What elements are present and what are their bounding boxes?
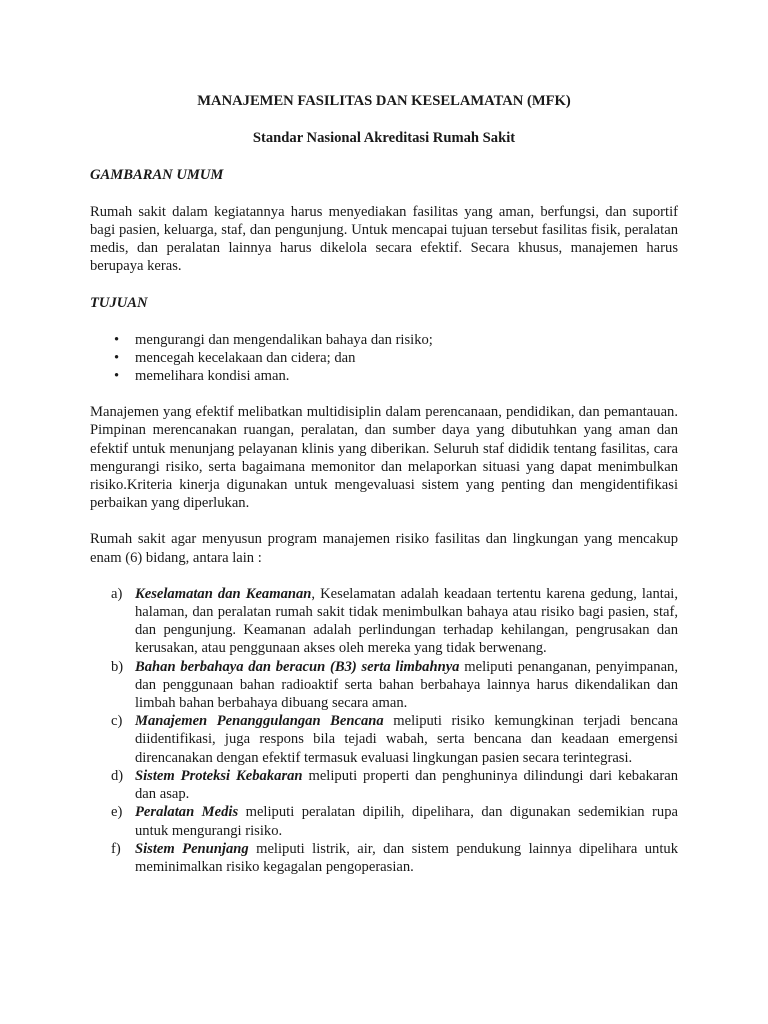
list-marker: c) — [111, 713, 123, 730]
list-item: • memelihara kondisi aman. — [114, 368, 290, 385]
item-term: Sistem Proteksi Kebakaran — [135, 767, 303, 784]
document-subtitle: Standar Nasional Akreditasi Rumah Sakit — [252, 130, 516, 147]
list-item — [90, 712, 678, 767]
bullet-icon: • — [114, 368, 120, 385]
document-title: MANAJEMEN FASILITAS DAN KESELAMATAN (MFK) — [197, 93, 571, 109]
list-marker: a) — [111, 585, 123, 602]
item-term: Peralatan Medis — [135, 804, 239, 821]
item-term: Keselamatan dan Keamanan — [135, 585, 312, 602]
paragraph-gambaran-umum: Rumah sakit dalam kegiatannya harus menyediakan fasilitas yang aman, berfungsi, dan suportif bagi pasien, keluarga, staf, dan pengunjung. Untuk mencapai tujuan tersebut fasilitas fisik, peralatan medis, dan peralatan lainnya harus dikelola secara efektif. Secara khusus, manajemen harus berupaya keras. — [90, 203, 678, 275]
item-text: meliputi properti dan penghuninya dilindungi dari kebakaran dan asap. — [135, 767, 678, 803]
bullet-icon: • — [114, 349, 120, 366]
list-marker: b) — [111, 658, 124, 675]
bidang-list — [90, 585, 678, 876]
item-text: , Keselamatan adalah keadaan tertentu karena gedung, lantai, halaman, dan peralatan rumah sakit tidak menimbulkan bahaya atau risiko bagi pasien, staf, dan pengunjung. Keamanan adalah perlindungan terhadap kehilangan, pengrusakan dan kerusakan, atau penggunaan akses oleh mereka yang tidak berwenang. — [135, 585, 678, 657]
paragraph-manajemen: Manajemen yang efektif melibatkan multidisiplin dalam perencanaan, pendidikan, dan pemantauan. Pimpinan merencanakan ruangan, peralatan, dan sumber daya yang dibutuhkan yang aman dan efektif untuk menunjang pelayanan klinis yang diberikan. Seluruh staf dididik tentang fasilitas, cara mengurangi risiko, serta bagaimana memonitor dan melaporkan situasi yang dapat menimbulkan risiko.Kriteria kinerja digunakan untuk mengevaluasi sistem yang penting dan mengidentifikasi perbaikan yang diperlukan. — [90, 404, 678, 512]
section-heading-tujuan: TUJUAN — [90, 295, 148, 312]
list-item — [90, 767, 678, 803]
list-item: • mencegah kecelakaan dan cidera; dan — [114, 349, 356, 366]
list-marker: e) — [111, 804, 123, 821]
item-term: Sistem Penunjang — [135, 840, 249, 857]
paragraph-program: Rumah sakit agar menyusun program manajemen risiko fasilitas dan lingkungan yang mencakup enam (6) bidang, antara lain : — [90, 531, 678, 566]
list-marker: d) — [111, 767, 124, 784]
item-term: Bahan berbahaya dan beracun (B3) serta limbahnya — [135, 658, 460, 675]
list-item — [90, 840, 678, 876]
list-item: • mengurangi dan mengendalikan bahaya dan risiko; — [114, 331, 433, 348]
section-heading-gambaran-umum: GAMBARAN UMUM — [90, 167, 224, 184]
item-text: meliputi risiko kemungkinan terjadi bencana diidentifikasi, juga respons bila tejadi wabah, serta bencana dan keadaan emergensi direncanakan dengan efektif termasuk evaluasi lingkungan pasien secara terintegrasi. — [135, 713, 678, 766]
list-item — [90, 658, 678, 713]
list-item — [90, 803, 678, 839]
item-term: Manajemen Penanggulangan Bencana — [135, 713, 384, 730]
list-marker: f) — [111, 840, 121, 857]
item-text: meliputi peralatan dipilih, dipelihara, dan digunakan sedemikian rupa untuk mengurangi risiko. — [135, 804, 678, 839]
item-text: meliputi penanganan, penyimpanan, dan penggunaan bahan radioaktif serta bahan berbahaya lainnya harus dikendalikan dan limbah bahan berbahaya dibuang secara aman. — [135, 658, 678, 712]
bullet-icon: • — [114, 331, 120, 348]
tujuan-bullet-list — [90, 331, 678, 386]
item-text: meliputi listrik, air, dan sistem pendukung lainnya dipelihara untuk meminimalkan risiko kegagalan pengoperasian. — [135, 840, 679, 875]
list-item — [90, 585, 678, 658]
